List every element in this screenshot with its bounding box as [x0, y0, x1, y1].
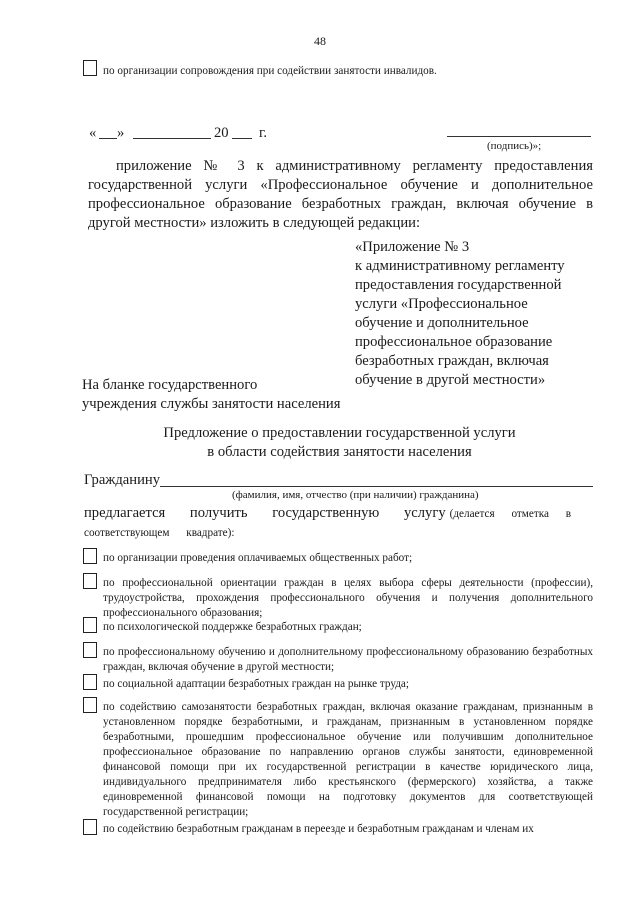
offer-text	[84, 504, 594, 541]
checkbox-relocation[interactable]	[83, 819, 97, 835]
citizen-label: Гражданину	[84, 472, 161, 488]
signature-line	[447, 136, 591, 137]
option-self-employment-label: по содействию самозанятости безработных граждан, включая оказание гражданам, признанным в установленном порядке безработными, и гражданам, признанным в установленном порядке безработными, прошедшим профессиональное обучение или получившим дополнительное профессиональное образование по направлению органов службы занятости, единовременной финансовой помощи при их государственной регистрации в качестве юридического лица, индивидуального предпринимателя либо крестьянского (фермерского) хозяйства, а также единовременной финансовой помощи на подготовку документов для соответствующей государственной регистрации;	[103, 701, 593, 818]
option-vocational-training-label: по профессиональному обучению и дополнительному профессиональному образованию безработных граждан, включая обучение в другой местности;	[103, 646, 593, 673]
appendix-header-line: обучение и дополнительное	[355, 315, 529, 331]
appendix-header	[355, 238, 595, 390]
citizen-caption: (фамилия, имя, отчество (при наличии) гражданина)	[232, 489, 479, 501]
form-title-line: Предложение о предоставлении государственной услуги	[163, 425, 516, 441]
form-title-line: в области содействия занятости населения	[207, 444, 472, 460]
option-escort-disabled-label: по организации сопровождения при содействии занятости инвалидов.	[103, 65, 437, 77]
checkbox-psychological-support[interactable]	[83, 617, 97, 633]
page-number: 48	[314, 34, 326, 48]
option-psychological-support-label: по психологической поддержке безработных граждан;	[103, 621, 362, 633]
appendix-header-line: обучение в другой местности»	[355, 372, 546, 388]
checkbox-self-employment[interactable]	[83, 697, 97, 713]
checkbox-career-guidance[interactable]	[83, 573, 97, 589]
option-relocation-label: по содействию безработным гражданам в переезде и безработным гражданам и членам их	[103, 823, 534, 835]
checkbox-social-adaptation[interactable]	[83, 674, 97, 690]
appendix-header-line: «Приложение № 3	[355, 239, 470, 255]
date-year-prefix: 20	[214, 125, 229, 141]
letterhead-line: На бланке государственного	[82, 377, 258, 393]
date-day-open-quote: «	[89, 125, 97, 141]
citizen-name-field[interactable]	[160, 486, 593, 487]
appendix-header-line: профессиональное образование	[355, 334, 553, 350]
date-day-blank	[99, 138, 117, 139]
letterhead-line: учреждения службы занятости населения	[82, 396, 341, 412]
form-title	[82, 424, 597, 462]
option-public-works-label: по организации проведения оплачиваемых общественных работ;	[103, 552, 413, 564]
letterhead	[82, 376, 382, 414]
signature-caption: (подпись)»;	[487, 140, 542, 152]
date-month-blank	[133, 138, 211, 139]
intro-paragraph: приложение № 3 к административному регламенту предоставления государственной услуги «Профессиональное обучение и дополнительное профессиональное образование безработных граждан, включая обучение в другой местности» изложить в следующей редакции:	[88, 158, 593, 231]
appendix-header-line: предоставления государственной	[355, 277, 562, 293]
option-career-guidance-label: по профессиональной ориентации граждан в целях выбора сферы деятельности (профессии), трудоустройства, прохождения профессионального обучения и получения дополнительного профессионального образования;	[103, 577, 593, 619]
checkbox-public-works[interactable]	[83, 548, 97, 564]
checkbox-vocational-training[interactable]	[83, 642, 97, 658]
appendix-header-line: услуги «Профессиональное	[355, 296, 528, 312]
date-day-close-quote: »	[117, 125, 125, 141]
appendix-header-line: безработных граждан, включая	[355, 353, 549, 369]
offer-text-note: (делается отметка в соответствующем квадрате):	[84, 508, 572, 539]
option-social-adaptation-label: по социальной адаптации безработных граждан на рынке труда;	[103, 678, 409, 690]
date-year-suffix: г.	[259, 125, 267, 141]
date-year-blank	[232, 138, 252, 139]
offer-text-lead: предлагается получить государственную услугу	[84, 505, 446, 521]
checkbox-escort-disabled[interactable]	[83, 60, 97, 76]
appendix-header-line: к административному регламенту	[355, 258, 565, 274]
